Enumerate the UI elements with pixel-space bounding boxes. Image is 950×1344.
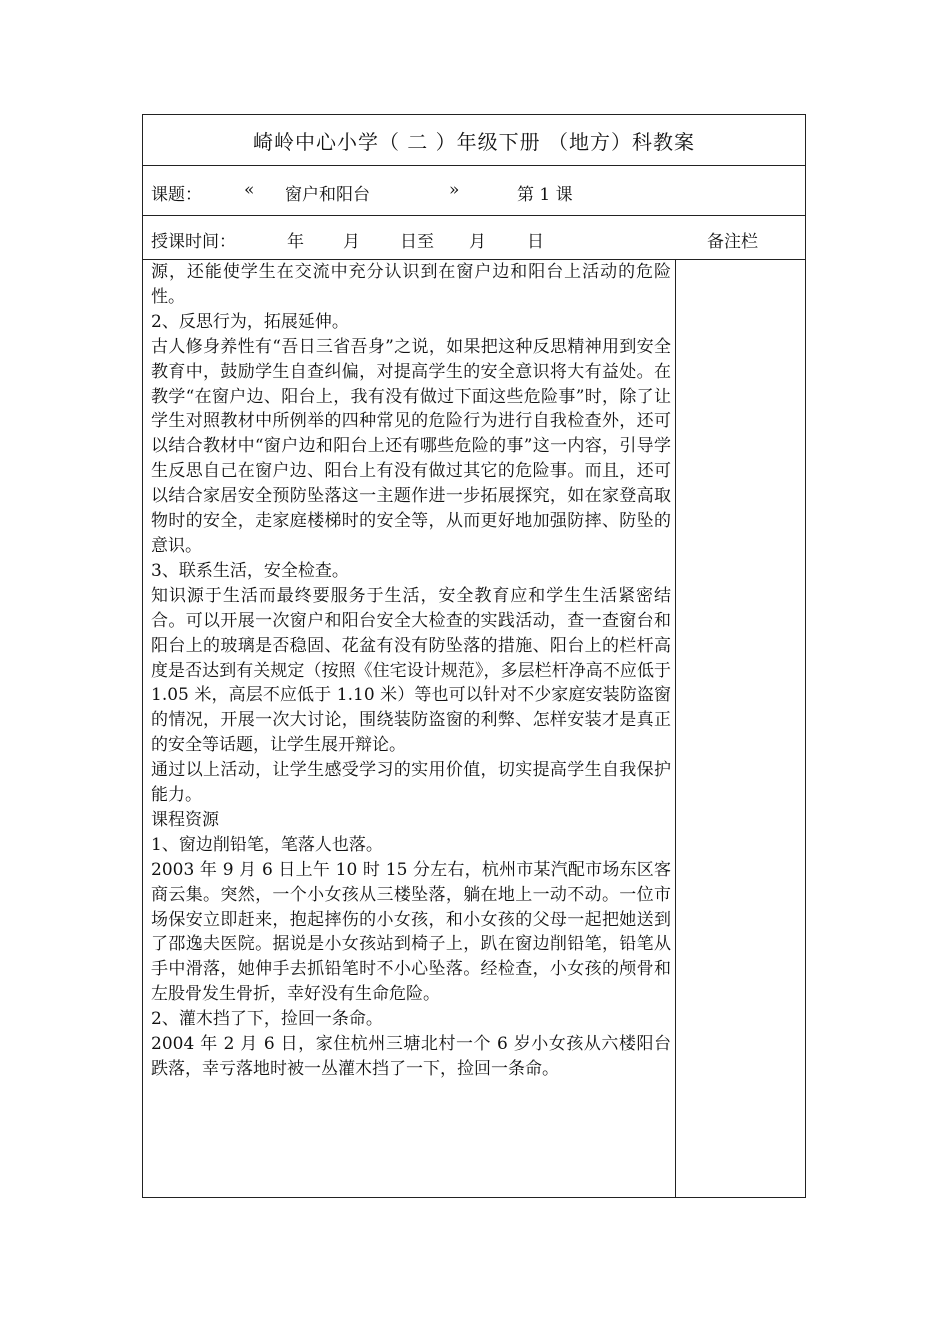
subject-row bbox=[143, 166, 805, 216]
schedule-year: 年 bbox=[287, 232, 304, 252]
paragraph: 知识源于生活而最终要服务于生活，安全教育应和学生生活紧密结合。可以开展一次窗户和阳台安全大检查的实践活动，查一查窗台和阳台上的玻璃是否稳固、花盆有没有防坠落的措施、阳台上的栏杆高度是否达到有关规定（按照《住宅设计规范》，多层栏杆净高不应低于 1.05 米，高层不应低于 1.10 米）等也可以针对不少家庭安装防盗窗的情况，开展一次大讨论，围绕装防盗窗的利弊、怎样安装才是真正的安全等话题，让学生展开辩论。 bbox=[151, 585, 671, 756]
schedule-month-end: 月 bbox=[469, 232, 486, 252]
lesson-content bbox=[151, 260, 671, 1082]
paragraph: 2004 年 2 月 6 日，家住杭州三塘北村一个 6 岁小女孩从六楼阳台跌落，幸亏落地时被一丛灌木挡了一下，捡回一条命。 bbox=[151, 1034, 671, 1079]
schedule-day-end: 日 bbox=[527, 232, 544, 252]
subject-label: 课题： bbox=[151, 185, 202, 205]
notes-column-label: 备注栏 bbox=[707, 232, 758, 252]
schedule-month-start: 月 bbox=[343, 232, 360, 252]
subject-name: 窗户和阳台 bbox=[285, 185, 370, 205]
paragraph: 通过以上活动，让学生感受学习的实用价值，切实提高学生自我保护能力。 bbox=[151, 760, 671, 806]
section-heading: 课程资源 bbox=[151, 809, 219, 830]
schedule-label: 授课时间： bbox=[151, 232, 236, 252]
page-title: 崎岭中心小学（ 二 ）年级下册 （地方）科教案 bbox=[252, 130, 696, 154]
section-heading: 1、窗边削铅笔，笔落人也落。 bbox=[151, 834, 383, 855]
schedule-day-to: 日至 bbox=[400, 232, 434, 252]
schedule-row bbox=[143, 216, 805, 260]
lesson-plan-table bbox=[142, 114, 806, 1198]
section-heading: 2、反思行为，拓展延伸。 bbox=[151, 311, 349, 332]
paragraph: 2003 年 9 月 6 日上午 10 时 15 分左右，杭州市某汽配市场东区客商云集。突然，一个小女孩从三楼坠落，躺在地上一动不动。一位市场保安立即赶来，抱起摔伤的小女孩，和小女孩的父母一起把她送到了邵逸夫医院。据说是小女孩站到椅子上，趴在窗边削铅笔，铅笔从手中滑落，她伸手去抓铅笔时不小心坠落。经检查，小女孩的颅骨和左股骨发生骨折，幸好没有生命危险。 bbox=[151, 859, 671, 1005]
notes-column-divider bbox=[675, 260, 676, 1197]
section-heading: 2、灌木挡了下，捡回一条命。 bbox=[151, 1009, 383, 1030]
lesson-number: 第 1 课 bbox=[517, 185, 573, 205]
subject-close-quote: » bbox=[449, 180, 460, 200]
subject-open-quote: « bbox=[244, 180, 255, 200]
title-row bbox=[143, 115, 805, 166]
section-heading: 3、联系生活，安全检查。 bbox=[151, 560, 349, 581]
content-row bbox=[143, 260, 805, 1197]
paragraph: 源，还能使学生在交流中充分认识到在窗户边和阳台上活动的危险性。 bbox=[151, 262, 671, 307]
paragraph: 古人修身养性有“吾日三省吾身”之说，如果把这种反思精神用到安全教育中，鼓励学生自查纠偏，对提高学生的安全意识将大有益处。在教学“在窗户边、阳台上，我有没有做过下面这些危险事”时，除了让学生对照教材中所例举的四种常见的危险行为进行自我检查外，还可以结合教材中“窗户边和阳台上还有哪些危险的事”这一内容，引导学生反思自己在窗户边、阳台上有没有做过其它的危险事。而且，还可以结合家居安全预防坠落这一主题作进一步拓展探究，如在家登高取物时的安全，走家庭楼梯时的安全等，从而更好地加强防摔、防坠的意识。 bbox=[151, 336, 671, 556]
